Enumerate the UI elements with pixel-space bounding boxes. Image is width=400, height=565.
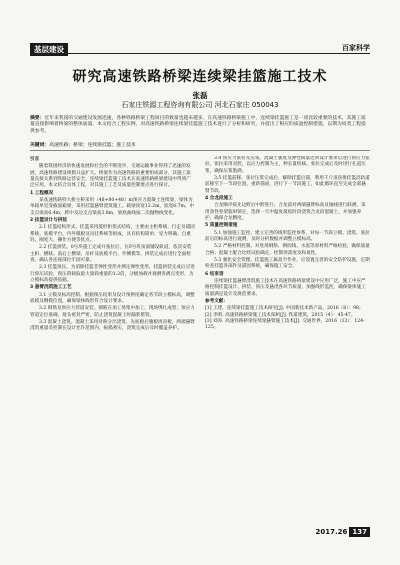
author-affiliation: 石家庄铁源工程咨询有限公司 河北石家庄 050043 [121,101,279,109]
reference-item: [2] 李明. 高速铁路桥梁施工技术探析[J]. 铁道建筑，2015（4）：45-47。 [205,312,356,318]
abstract-label: 摘要： [30,116,45,121]
section-heading: 1 工程概况 [30,190,54,196]
page-footer [315,528,370,536]
abstract-separator [30,150,370,151]
body-paragraph: 连续梁挂篮悬臂浇筑施工技术在高速铁路桥梁建设中应用广泛，施工中应严格控制挂篮设计、拼装、预压及悬浇各环节质量，加强线形监控，确保梁体施工质量满足设计及规范要求。 [205,278,366,297]
body-paragraph: 5.1 加强施工监控。建立完善的线形监控体系，对每一节段立模、浇筑、张拉前后的标高进行观测，及时分析数据并调整立模标高。 [205,230,370,242]
section-heading: 6 结束语 [205,271,224,277]
section-heading: 5 质量控制措施 [205,223,238,229]
body-paragraph: 5.3 强化安全管理。挂篮施工属高空作业，应设置完善的安全防护设施，定期检查挂篮各部件及锚固系统，确保施工安全。 [205,257,370,270]
issue-number: 2017.26 [315,528,348,536]
right-column [205,156,370,526]
keywords [30,142,370,149]
body-paragraph: 随着我国经济的快速发展和社会的不断进步，交通运输事业得到了迅速的发展，高速铁路建设规模日益扩大。桥梁作为高速铁路的重要组成部分，其施工质量直接关系到铁路运营安全。连续梁挂篮施工技术在高速铁路桥梁建设中得到广泛应用，本文结合具体工程，对其施工工艺及质量控制要点进行探讨。 [30,164,191,189]
body-paragraph: 3.4 预应力张拉及压浆。混凝土强度及弹性模量达到设计要求后进行预应力张拉，张拉采用双控，以应力控制为主，伸长量校核。张拉完成后及时进行孔道压浆，确保压浆饱满。 [205,156,370,174]
body-paragraph: 5.2 严格材料控制。对进场钢筋、钢绞线、水泥等原材料严格检验，确保质量合格；混凝土配合比经试验确定，控制坍落度及和易性。 [205,244,370,256]
body-paragraph: 某高速铁路特大桥主桥采用（48+80+48）m预应力混凝土连续梁，梁体为单箱单室变截面箱梁，采用挂篮悬臂浇筑施工。箱梁顶宽12.2m，底宽6.7m，中支点梁高6.4m，跨中及边支点梁高3.8m，梁底曲线按二次抛物线变化。 [30,197,195,216]
page-number: 137 [349,527,370,537]
body-paragraph: 3.3 混凝土浇筑。混凝土采用对称分层浇筑，先底板后腹板再顶板，两端悬臂浇筑重量差控制在设计允许范围内，振捣密实，浇筑完成后及时覆盖养护。 [30,319,195,332]
body-paragraph: 2.1 挂篮结构形式。挂篮采用菱形桁架式结构，主要由主桁系统、行走及锚固系统、底模平台、内外模板及吊挂系统等组成，具有结构简单、受力明确、自重轻、刚度大、操作方便等优点。 [30,225,195,243]
abstract-text: 近年来我国的交通建设发展迅速，各种铁路桥梁工程项目的数量也越来越多，在高速铁路桥梁施工中，连续梁挂篮施工是一项比较重要的技术，其施工质量直接影响着桥梁的整体质量。本文结合工程实例，对高速铁路桥梁连续梁挂篮施工技术进行了分析和研究，并提出了相应的质量控制措施，以期为同类工程提供参考。 [30,116,366,134]
abstract [30,116,370,135]
article-author: 张磊 [192,91,208,100]
reference-item: [3] 刘涛. 高速铁路桥梁连续梁悬臂施工技术[J]. 交通世界，2016（12）：124-125。 [205,318,365,331]
header-rule [30,53,370,54]
left-column [30,156,195,526]
reference-item: [1] 王建，连续梁挂篮施工技术研究[J]. 中国新技术新产品，2016（8）：98。 [205,306,364,312]
section-heading: 4 合龙段施工 [205,195,233,201]
keywords-text: 高速铁路；桥梁；连续梁挂篮；施工技术 [49,143,136,148]
body-paragraph: 3.1 立模及标高控制。根据预压结果及设计预拱度确定各节段立模标高，调整底模及侧模位置，确保梁体线形符合设计要求。 [30,292,195,304]
body-paragraph: 3.5 挂篮前移。张拉压浆完成后，解除挂篮后锚，利用千斤顶顶推挂篮沿轨道前移至下一节段位置，重新锚固，进行下一节段施工，如此循环直至完成全部悬臂节段。 [205,175,370,194]
body-paragraph: 合龙顺序按先边跨后中跨进行。合龙前对两端悬臂标高及轴线进行联测，采用劲性骨架临时锁定，选择一天中温度最低时段浇筑合龙段混凝土，并加强养护，确保合龙精度。 [205,203,366,221]
body-paragraph: 2.2 挂篮拼装。0号块施工完成并张拉后，在0号块顶面铺设轨道，依次安装主桁、横联、前后上横梁、吊杆及底模平台、外侧模等。拼装完成后进行全面检查，确认各连接部位牢固可靠。 [30,245,192,263]
section-heading: 2 挂篮设计与拼装 [30,217,67,223]
body-paragraph: 3.2 钢筋及预应力管道安装。钢筋在加工场集中加工，现场绑扎成型；预应力管道定位准确，接头密封严密，防止浇筑混凝土时漏浆堵管。 [30,306,195,318]
section-heading: 引言 [30,157,40,162]
body-paragraph: 2.3 挂篮预压。为消除挂篮非弹性变形并测定弹性变形，挂篮拼装完成后应进行预压试验，预压荷载取最大梁段重量的1.2倍，分级加载并观测各测点变形，为立模标高提供依据。 [30,265,195,283]
section-tag: 基层建设 [30,43,68,56]
article-title: 研究高速铁路桥梁连续梁挂篮施工技术 [72,69,328,85]
section-heading: 参考文献： [205,298,228,304]
section-heading: 3 悬臂浇筑施工工艺 [30,285,72,291]
journal-name: 百家科学 [342,44,370,52]
keywords-label: 关键词： [30,142,50,148]
